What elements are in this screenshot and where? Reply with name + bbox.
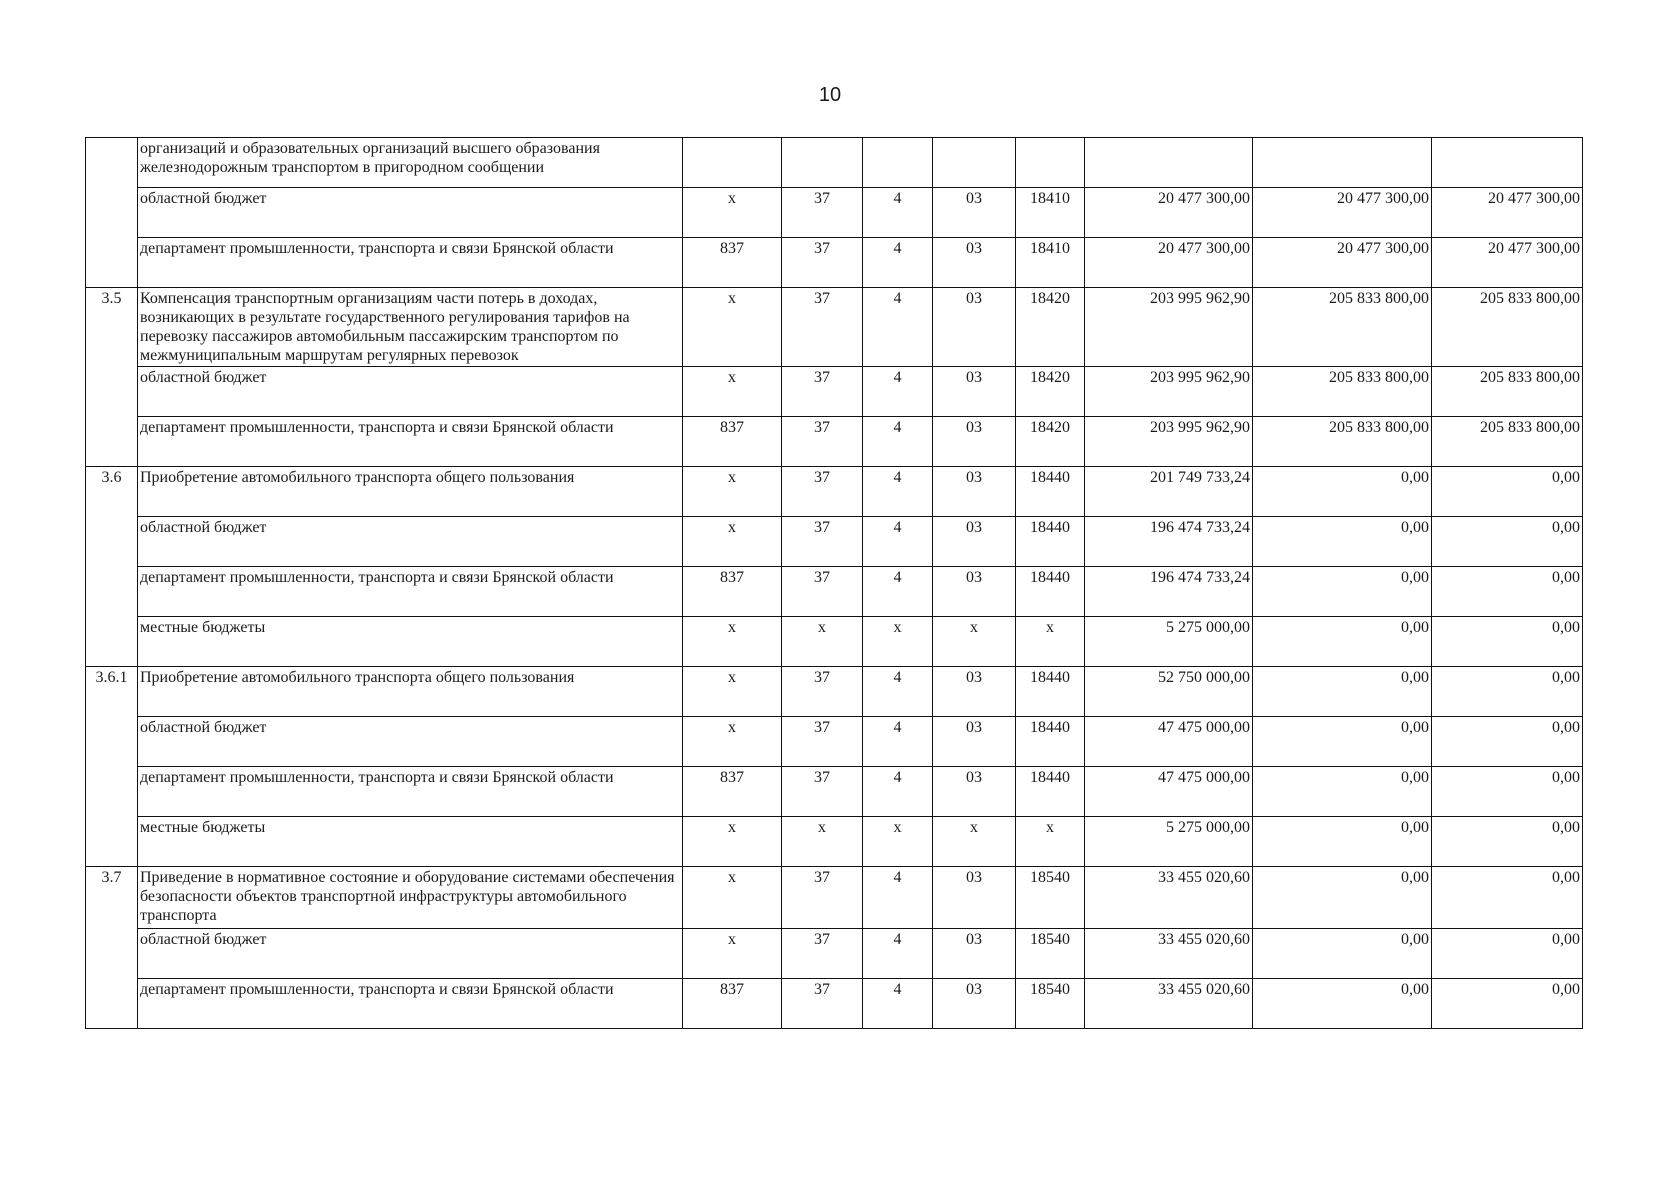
direction-cell: 18440 <box>1016 717 1085 767</box>
grbs-cell: х <box>683 467 782 517</box>
section-cell: 37 <box>782 567 863 617</box>
amount-year1-cell: 196 474 733,24 <box>1085 517 1253 567</box>
amount-year1-cell: 196 474 733,24 <box>1085 567 1253 617</box>
subprogram-cell: 03 <box>933 867 1016 929</box>
table-row <box>86 467 1583 517</box>
item-name-cell: департамент промышленности, транспорта и связи Брянской области <box>138 417 683 467</box>
subprogram-cell: х <box>933 817 1016 867</box>
amount-year3-cell: 20 477 300,00 <box>1432 188 1583 238</box>
amount-year3-cell: 205 833 800,00 <box>1432 288 1583 367</box>
amount-year3-cell: 0,00 <box>1432 817 1583 867</box>
amount-year3-cell: 0,00 <box>1432 617 1583 667</box>
program-cell <box>863 138 933 188</box>
direction-cell: 18420 <box>1016 417 1085 467</box>
direction-cell: 18420 <box>1016 367 1085 417</box>
item-name-cell: Приобретение автомобильного транспорта общего пользования <box>138 467 683 517</box>
amount-year1-cell: 33 455 020,60 <box>1085 929 1253 979</box>
table-row <box>86 817 1583 867</box>
section-cell: 37 <box>782 867 863 929</box>
amount-year2-cell: 0,00 <box>1253 567 1432 617</box>
section-cell <box>782 138 863 188</box>
subprogram-cell: 03 <box>933 717 1016 767</box>
program-cell: 4 <box>863 367 933 417</box>
direction-cell: 18440 <box>1016 667 1085 717</box>
amount-year1-cell: 203 995 962,90 <box>1085 417 1253 467</box>
section-cell: 37 <box>782 767 863 817</box>
subprogram-cell: 03 <box>933 417 1016 467</box>
amount-year2-cell <box>1253 138 1432 188</box>
item-name-cell: областной бюджет <box>138 929 683 979</box>
item-name-cell: организаций и образовательных организаций высшего образования железнодорожным транспортом в пригородном сообщении <box>138 138 683 188</box>
amount-year1-cell: 203 995 962,90 <box>1085 367 1253 417</box>
subprogram-cell: 03 <box>933 979 1016 1029</box>
table-row <box>86 288 1583 367</box>
amount-year3-cell: 20 477 300,00 <box>1432 238 1583 288</box>
section-cell: 37 <box>782 467 863 517</box>
table-row <box>86 238 1583 288</box>
grbs-cell: х <box>683 517 782 567</box>
subprogram-cell: 03 <box>933 567 1016 617</box>
subprogram-cell: 03 <box>933 467 1016 517</box>
program-cell: 4 <box>863 467 933 517</box>
section-cell: 37 <box>782 667 863 717</box>
table-row <box>86 979 1583 1029</box>
table-row <box>86 138 1583 188</box>
item-name-cell: Приобретение автомобильного транспорта общего пользования <box>138 667 683 717</box>
section-cell: 37 <box>782 717 863 767</box>
table-row <box>86 188 1583 238</box>
amount-year3-cell: 0,00 <box>1432 567 1583 617</box>
grbs-cell: 837 <box>683 417 782 467</box>
program-cell: 4 <box>863 238 933 288</box>
direction-cell: 18420 <box>1016 288 1085 367</box>
amount-year1-cell: 201 749 733,24 <box>1085 467 1253 517</box>
grbs-cell: х <box>683 929 782 979</box>
program-cell: 4 <box>863 979 933 1029</box>
amount-year2-cell: 0,00 <box>1253 817 1432 867</box>
direction-cell: 18440 <box>1016 767 1085 817</box>
item-name-cell: департамент промышленности, транспорта и связи Брянской области <box>138 767 683 817</box>
grbs-cell: х <box>683 367 782 417</box>
direction-cell: х <box>1016 617 1085 667</box>
amount-year3-cell: 0,00 <box>1432 517 1583 567</box>
grbs-cell: х <box>683 288 782 367</box>
subprogram-cell: х <box>933 617 1016 667</box>
table-row <box>86 567 1583 617</box>
amount-year3-cell: 0,00 <box>1432 867 1583 929</box>
item-number-cell: 3.7 <box>86 867 138 1029</box>
amount-year1-cell: 52 750 000,00 <box>1085 667 1253 717</box>
amount-year1-cell: 5 275 000,00 <box>1085 817 1253 867</box>
grbs-cell: х <box>683 617 782 667</box>
program-cell: 4 <box>863 767 933 817</box>
program-cell: х <box>863 617 933 667</box>
item-name-cell: департамент промышленности, транспорта и связи Брянской области <box>138 979 683 1029</box>
subprogram-cell: 03 <box>933 517 1016 567</box>
amount-year3-cell: 205 833 800,00 <box>1432 417 1583 467</box>
direction-cell: 18440 <box>1016 567 1085 617</box>
subprogram-cell: 03 <box>933 188 1016 238</box>
amount-year3-cell: 0,00 <box>1432 717 1583 767</box>
section-cell: 37 <box>782 517 863 567</box>
amount-year3-cell <box>1432 138 1583 188</box>
grbs-cell: 837 <box>683 567 782 617</box>
grbs-cell: х <box>683 667 782 717</box>
program-cell: 4 <box>863 288 933 367</box>
item-name-cell: Приведение в нормативное состояние и оборудование системами обеспечения безопасности объектов транспортной инфраструктуры автомобильного транспорта <box>138 867 683 929</box>
grbs-cell: 837 <box>683 238 782 288</box>
table-row <box>86 717 1583 767</box>
amount-year1-cell: 5 275 000,00 <box>1085 617 1253 667</box>
direction-cell: 18440 <box>1016 467 1085 517</box>
amount-year2-cell: 205 833 800,00 <box>1253 417 1432 467</box>
table-row <box>86 667 1583 717</box>
section-cell: 37 <box>782 417 863 467</box>
table-row <box>86 929 1583 979</box>
program-cell: 4 <box>863 667 933 717</box>
item-name-cell: местные бюджеты <box>138 617 683 667</box>
amount-year3-cell: 0,00 <box>1432 767 1583 817</box>
program-cell: 4 <box>863 517 933 567</box>
program-cell: х <box>863 817 933 867</box>
section-cell: 37 <box>782 367 863 417</box>
program-cell: 4 <box>863 567 933 617</box>
subprogram-cell: 03 <box>933 767 1016 817</box>
section-cell: 37 <box>782 188 863 238</box>
direction-cell: 18440 <box>1016 517 1085 567</box>
program-cell: 4 <box>863 188 933 238</box>
amount-year3-cell: 0,00 <box>1432 467 1583 517</box>
amount-year2-cell: 0,00 <box>1253 767 1432 817</box>
item-name-cell: департамент промышленности, транспорта и связи Брянской области <box>138 238 683 288</box>
grbs-cell: х <box>683 867 782 929</box>
amount-year2-cell: 0,00 <box>1253 717 1432 767</box>
grbs-cell: 837 <box>683 767 782 817</box>
amount-year3-cell: 205 833 800,00 <box>1432 367 1583 417</box>
table-row <box>86 517 1583 567</box>
amount-year3-cell: 0,00 <box>1432 979 1583 1029</box>
grbs-cell: 837 <box>683 979 782 1029</box>
direction-cell: 18540 <box>1016 867 1085 929</box>
item-number-cell: 3.6.1 <box>86 667 138 867</box>
amount-year1-cell: 203 995 962,90 <box>1085 288 1253 367</box>
amount-year1-cell: 47 475 000,00 <box>1085 767 1253 817</box>
item-name-cell: областной бюджет <box>138 188 683 238</box>
grbs-cell: х <box>683 188 782 238</box>
amount-year2-cell: 20 477 300,00 <box>1253 238 1432 288</box>
amount-year2-cell: 0,00 <box>1253 467 1432 517</box>
item-name-cell: департамент промышленности, транспорта и связи Брянской области <box>138 567 683 617</box>
amount-year2-cell: 0,00 <box>1253 979 1432 1029</box>
program-cell: 4 <box>863 417 933 467</box>
program-cell: 4 <box>863 929 933 979</box>
direction-cell: 18540 <box>1016 979 1085 1029</box>
item-number-cell: 3.5 <box>86 288 138 467</box>
table-row <box>86 867 1583 929</box>
section-cell: х <box>782 617 863 667</box>
section-cell: х <box>782 817 863 867</box>
amount-year1-cell: 33 455 020,60 <box>1085 979 1253 1029</box>
amount-year3-cell: 0,00 <box>1432 929 1583 979</box>
amount-year1-cell: 20 477 300,00 <box>1085 238 1253 288</box>
subprogram-cell: 03 <box>933 288 1016 367</box>
budget-table <box>85 137 1583 1029</box>
grbs-cell: х <box>683 717 782 767</box>
grbs-cell <box>683 138 782 188</box>
amount-year2-cell: 205 833 800,00 <box>1253 367 1432 417</box>
subprogram-cell: 03 <box>933 238 1016 288</box>
direction-cell: х <box>1016 817 1085 867</box>
item-number-cell <box>86 138 138 288</box>
grbs-cell: х <box>683 817 782 867</box>
amount-year2-cell: 20 477 300,00 <box>1253 188 1432 238</box>
item-name-cell: областной бюджет <box>138 517 683 567</box>
program-cell: 4 <box>863 867 933 929</box>
amount-year1-cell: 20 477 300,00 <box>1085 188 1253 238</box>
amount-year1-cell: 47 475 000,00 <box>1085 717 1253 767</box>
subprogram-cell: 03 <box>933 367 1016 417</box>
section-cell: 37 <box>782 238 863 288</box>
amount-year2-cell: 0,00 <box>1253 667 1432 717</box>
section-cell: 37 <box>782 979 863 1029</box>
item-name-cell: областной бюджет <box>138 717 683 767</box>
program-cell: 4 <box>863 717 933 767</box>
subprogram-cell: 03 <box>933 667 1016 717</box>
section-cell: 37 <box>782 929 863 979</box>
direction-cell <box>1016 138 1085 188</box>
direction-cell: 18410 <box>1016 188 1085 238</box>
amount-year2-cell: 0,00 <box>1253 867 1432 929</box>
amount-year2-cell: 0,00 <box>1253 517 1432 567</box>
subprogram-cell <box>933 138 1016 188</box>
page-number: 10 <box>818 84 842 106</box>
section-cell: 37 <box>782 288 863 367</box>
amount-year1-cell <box>1085 138 1253 188</box>
item-name-cell: местные бюджеты <box>138 817 683 867</box>
item-number-cell: 3.6 <box>86 467 138 667</box>
subprogram-cell: 03 <box>933 929 1016 979</box>
amount-year3-cell: 0,00 <box>1432 667 1583 717</box>
direction-cell: 18410 <box>1016 238 1085 288</box>
table-row <box>86 417 1583 467</box>
amount-year2-cell: 205 833 800,00 <box>1253 288 1432 367</box>
item-name-cell: областной бюджет <box>138 367 683 417</box>
item-name-cell: Компенсация транспортным организациям части потерь в доходах, возникающих в результате государственного регулирования тарифов на перевозку пассажиров автомобильным пассажирским транспортом по межмуниципальным маршрутам регулярных перевозок <box>138 288 683 367</box>
direction-cell: 18540 <box>1016 929 1085 979</box>
table-row <box>86 767 1583 817</box>
table-row <box>86 367 1583 417</box>
amount-year2-cell: 0,00 <box>1253 617 1432 667</box>
table-row <box>86 617 1583 667</box>
amount-year1-cell: 33 455 020,60 <box>1085 867 1253 929</box>
amount-year2-cell: 0,00 <box>1253 929 1432 979</box>
